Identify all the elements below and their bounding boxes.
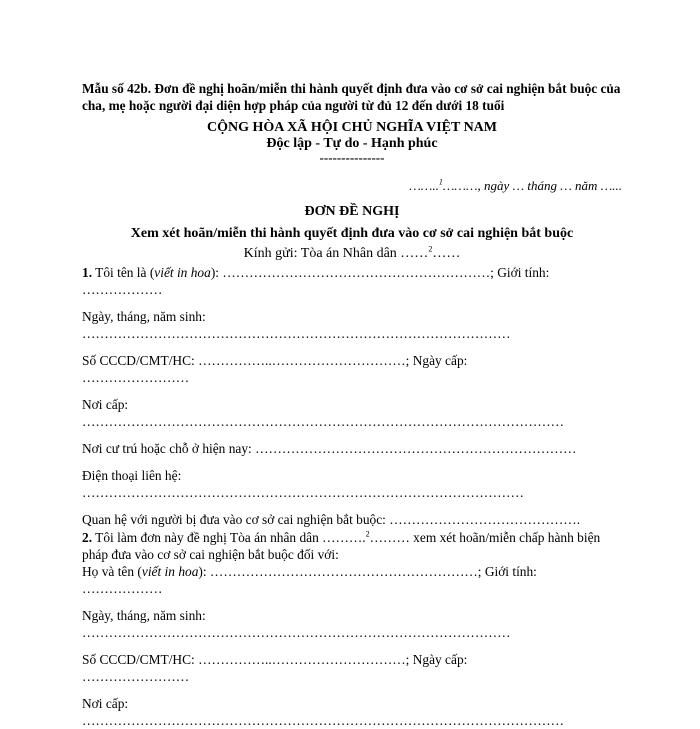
motto: Độc lập - Tự do - Hạnh phúc: [266, 136, 438, 151]
subject-dob-field: ……………………………………………………………………………………: [82, 625, 511, 640]
applicant-phone-field: ………………………………………………………………………………………: [82, 485, 524, 500]
applicant-dob-field: ……………………………………………………………………………………: [82, 326, 511, 341]
date-prefix: ……..: [409, 178, 439, 193]
document-title: ĐƠN ĐỀ NGHỊ: [304, 204, 400, 219]
applicant-name-label: Tôi tên là (: [92, 265, 155, 280]
applicant-gender-field: ………………: [82, 282, 163, 297]
subject-id-date-field: ……………………: [82, 669, 190, 684]
subject-name-hint: viết in hoa: [141, 564, 199, 579]
subject-name-line: [82, 563, 622, 580]
form-title: Mẫu số 42b. Đơn đề nghị hoãn/miễn thi hành quyết định đưa vào cơ sở cai nghiện bắt buộc của cha, mẹ hoặc người đại diện hợp pháp của người từ đủ 12 đến dưới 18 tuổi: [82, 81, 621, 113]
footnote-2: 2: [428, 244, 433, 254]
motto-divider: ---------------: [319, 150, 385, 165]
applicant-name-hint: viết in hoa: [154, 265, 211, 280]
subject-name-label: Họ và tên (: [82, 564, 142, 579]
document-page: [82, 80, 622, 729]
footnote-2b: 2: [365, 529, 370, 539]
subject-place-label: Nơi cấp:: [82, 696, 129, 711]
recipient-suffix: ……: [432, 246, 461, 261]
date-suffix: ………, ngày … tháng … năm …...: [442, 178, 622, 193]
footnote-1: 1: [438, 177, 443, 187]
applicant-place-field: ………………………………………………………………………………………………: [82, 414, 565, 429]
applicant-dob-label: Ngày, tháng, năm sinh:: [82, 309, 206, 324]
subject-gender-field: ………………: [82, 581, 163, 596]
subject-place-field: ………………………………………………………………………………………………: [82, 713, 565, 728]
section-1-number: 1.: [82, 265, 93, 280]
document-subtitle: Xem xét hoãn/miễn thi hành quyết định đưa vào cơ sở cai nghiện bắt buộc: [130, 226, 574, 241]
applicant-phone-label: Điện thoại liên hệ:: [82, 468, 182, 483]
applicant-id-line: Số CCCD/CMT/HC: ……………..…………………………; Ngày cấp:: [82, 353, 468, 368]
applicant-relation-line: Quan hệ với người bị đưa vào cơ sở cai nghiện bắt buộc: …………………………………….: [82, 512, 581, 527]
recipient-line: [82, 245, 622, 263]
request-text-end: ……… xem xét hoãn/miễn chấp hành biện pháp đưa vào cơ sở cai nghiện bắt buộc đối với:: [82, 530, 601, 562]
applicant-residence-line: Nơi cư trú hoặc chỗ ở hiện nay: ………………………………………………………………: [82, 441, 577, 456]
applicant-name-line: [82, 264, 622, 281]
applicant-place-label: Nơi cấp:: [82, 397, 129, 412]
subject-id-line: Số CCCD/CMT/HC: ……………..…………………………; Ngày cấp:: [82, 652, 468, 667]
subject-name-field: ): ……………………………………………………; Giới tính:: [198, 564, 537, 579]
subject-dob-label: Ngày, tháng, năm sinh:: [82, 608, 206, 623]
request-text-start: Tôi làm đơn này đề nghị Tòa án nhân dân ……….: [92, 530, 366, 545]
section-2-number: 2.: [82, 530, 93, 545]
date-line: [82, 178, 622, 194]
nation-name: CỘNG HÒA XÃ HỘI CHỦ NGHĨA VIỆT NAM: [206, 120, 497, 135]
applicant-name-field: ): ……………………………………………………; Giới tính:: [210, 265, 550, 280]
request-paragraph: [82, 529, 622, 563]
applicant-id-date-field: ……………………: [82, 370, 190, 385]
recipient-prefix: Kính gửi: Tòa án Nhân dân ……: [243, 246, 429, 261]
